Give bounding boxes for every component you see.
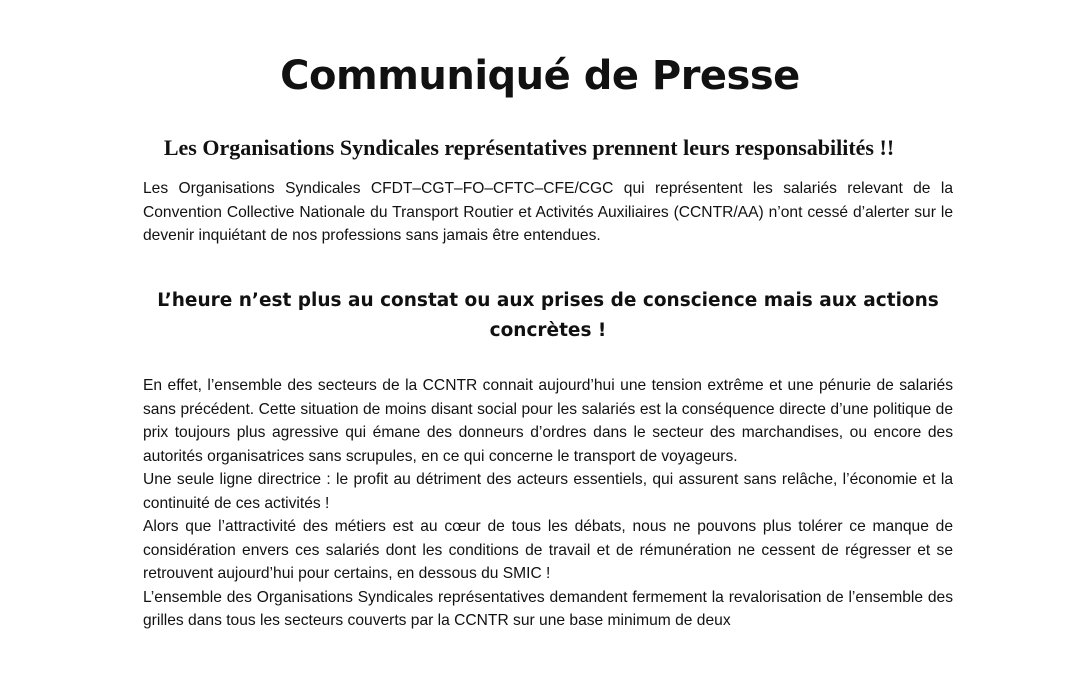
intro-paragraph: Les Organisations Syndicales CFDT–CGT–FO–CFTC–CFE/CGC qui représentent les salariés relevant de la Convention Collective Nationale du Transport Routier et Activités Auxiliaires (CCNTR/AA) n’ont cessé d’alerter sur le devenir inquiétant de nos professions sans jamais être entendues.	[143, 180, 953, 244]
body-paragraph: En effet, l’ensemble des secteurs de la CCNTR connait aujourd’hui une tension extrême et une pénurie de salariés sans précédent. Cette situation de moins disant social pour les salariés est la conséquence directe d’une politique de prix toujours plus agressive qui émane des donneurs d’ordres dans le secteur des marchandises, ou encore des autorités organisatrices sans scrupules, en ce qui concerne le transport de voyageurs.	[143, 377, 953, 465]
body-paragraphs	[143, 374, 953, 633]
body-paragraph: Une seule ligne directrice : le profit au détriment des acteurs essentiels, qui assurent sans relâche, l’économie et la continuité de ces activités !	[143, 471, 953, 512]
page-title: Communiqué de Presse	[280, 53, 800, 99]
page-subtitle: Les Organisations Syndicales représentatives prennent leurs responsabilités !!	[163, 135, 895, 160]
section-heading: L’heure n’est plus au constat ou aux prises de conscience mais aux actions concrètes !	[157, 290, 939, 341]
body-paragraph: L’ensemble des Organisations Syndicales représentatives demandent fermement la revalorisation de l’ensemble des grilles dans tous les secteurs couverts par la CCNTR sur une base minimum de deux	[143, 588, 953, 629]
body-paragraph: Alors que l’attractivité des métiers est au cœur de tous les débats, nous ne pouvons plus tolérer ce manque de considération envers ces salariés dont les conditions de travail et de rémunération ne cessent de régresser et se retrouvent aujourd’hui pour certains, en dessous du SMIC !	[143, 518, 953, 582]
